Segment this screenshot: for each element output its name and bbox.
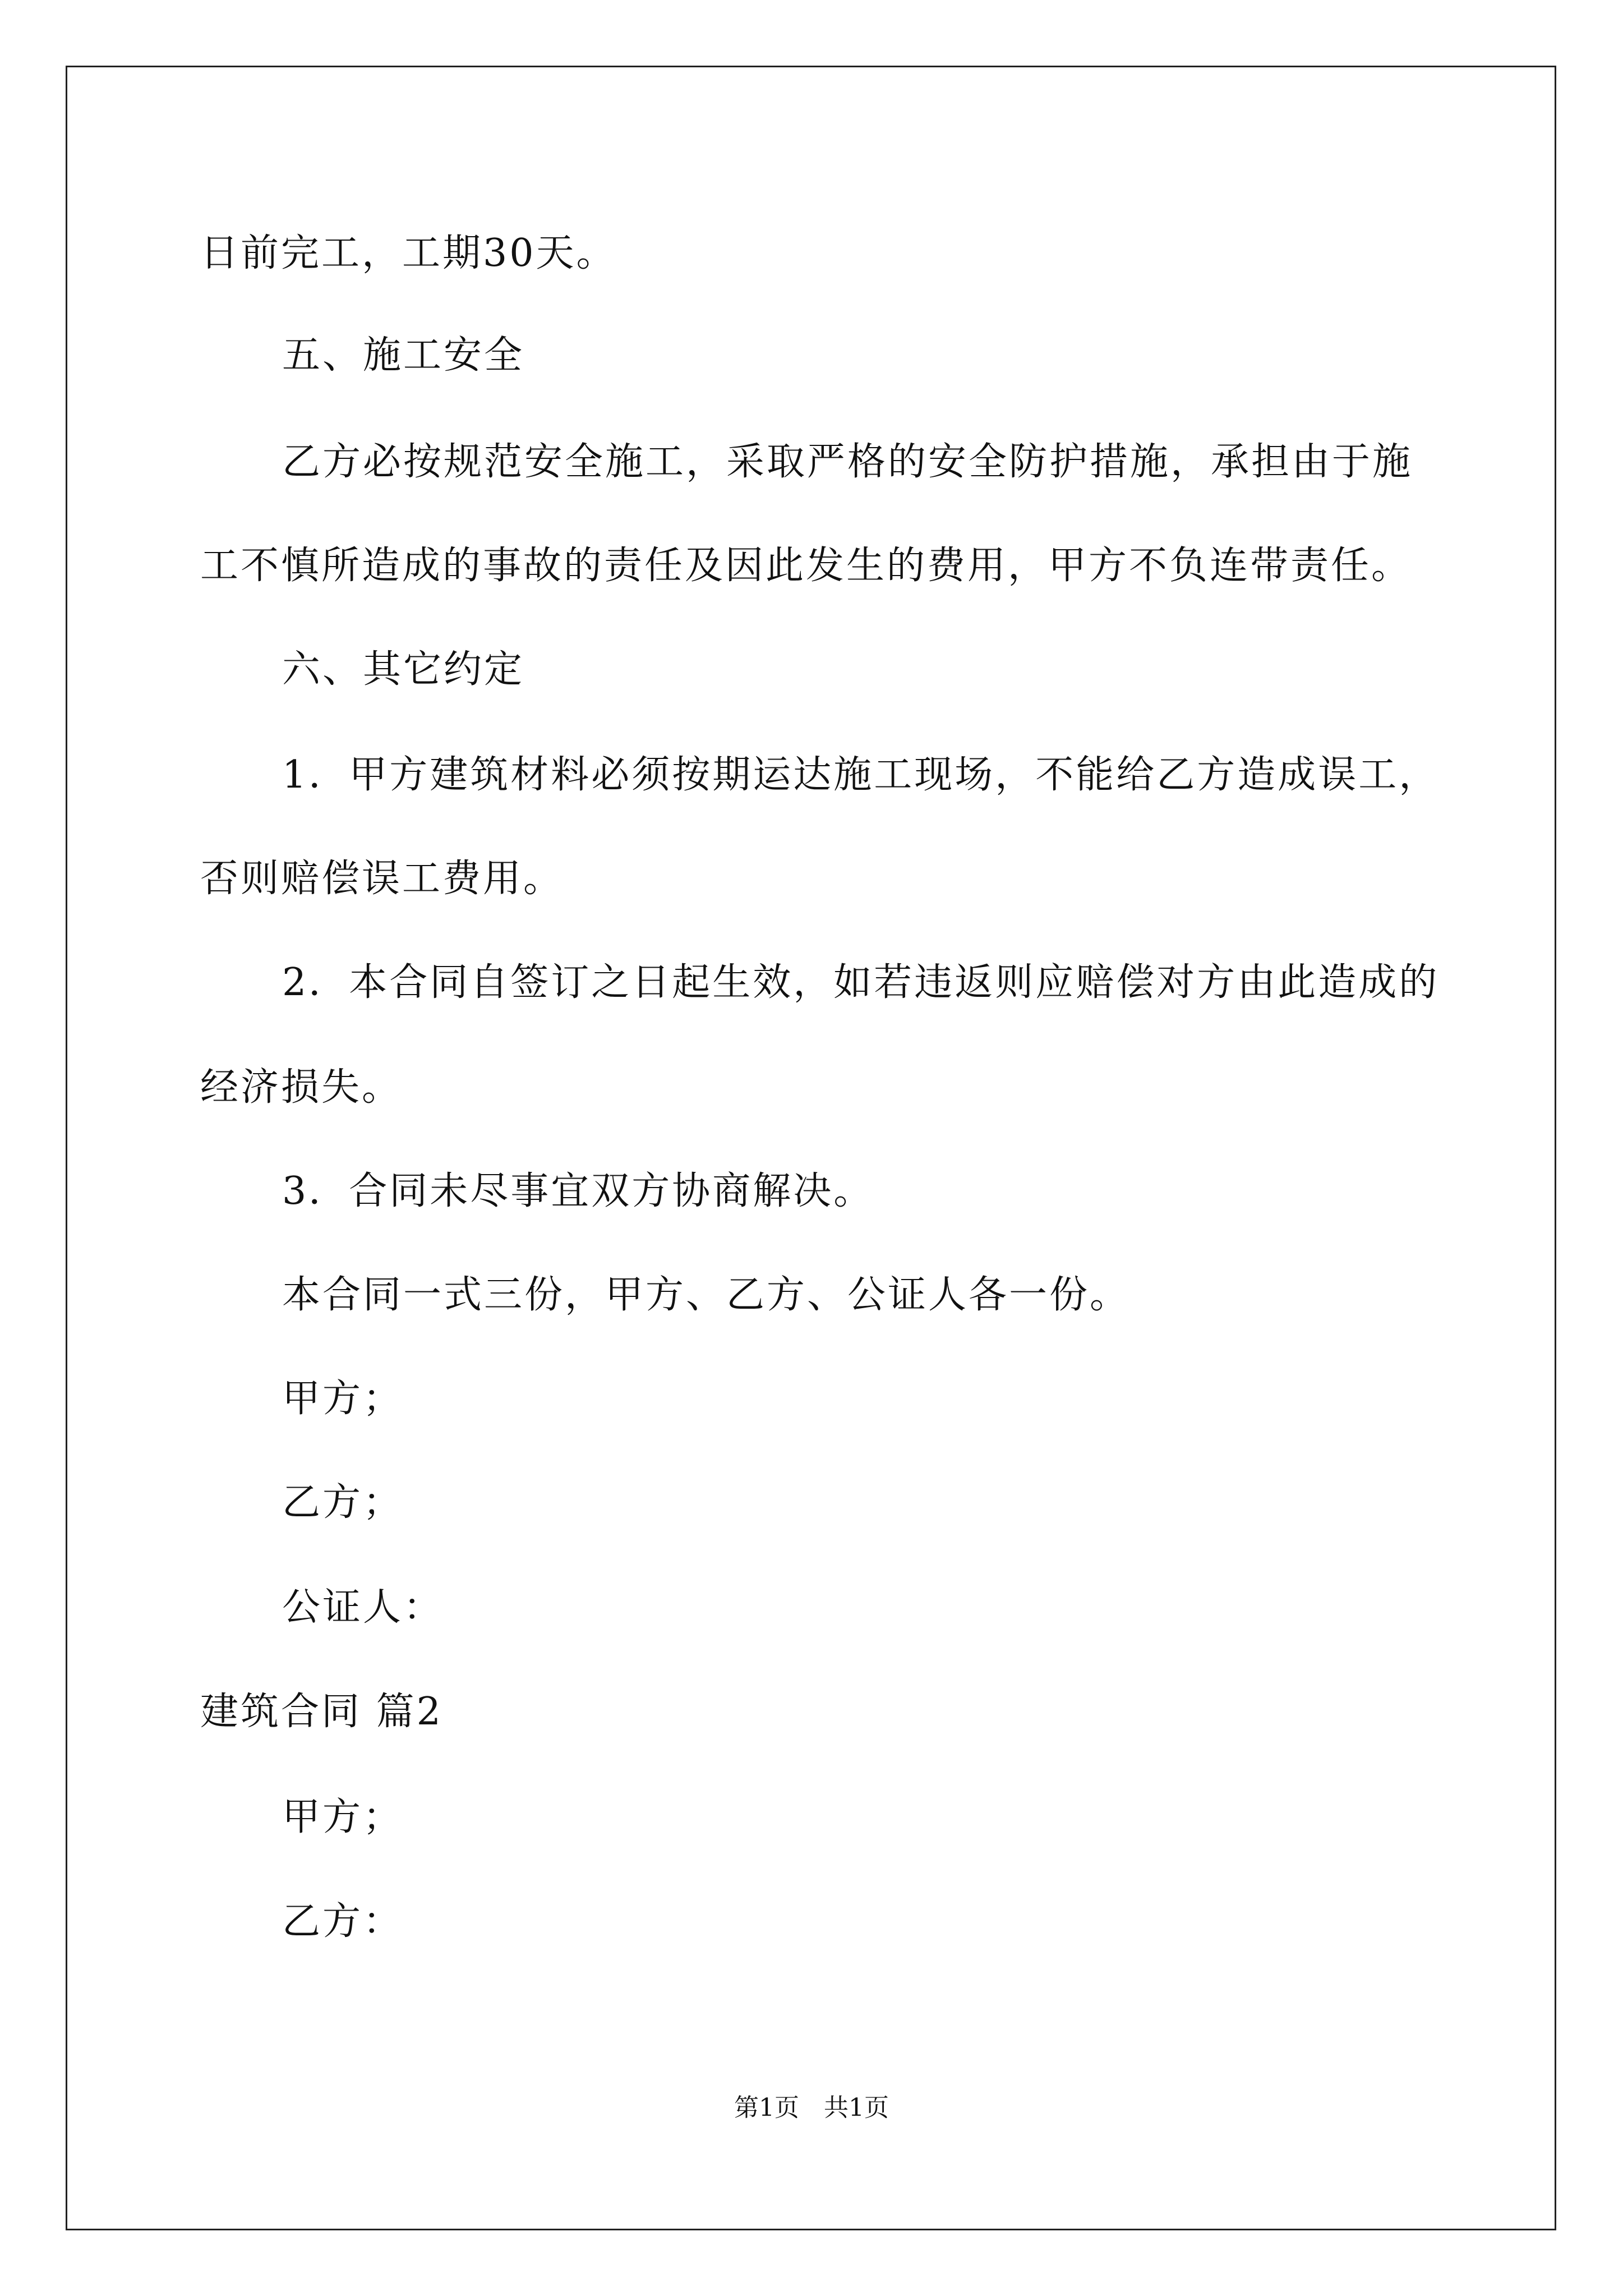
party-b-label: 乙方： [282,1899,404,1944]
page-number-footer: 第1页 共1页 [734,2093,889,2122]
text-line-safety-1: 乙方必按规范安全施工，采取严格的安全防护措施，承担由于施 [282,440,1413,484]
text-line-safety-2: 工不慎所造成的事故的责任及因此发生的费用，甲方不负连带责任。 [200,544,1412,588]
party-a-label: 甲方； [282,1795,404,1839]
text-line-copies: 本合同一式三份，甲方、乙方、公证人各一份。 [282,1273,1131,1317]
text-line-completion-date: 日前完工，工期30天。 [200,231,617,275]
text-line-term-2b: 经济损失。 [200,1065,403,1110]
signature-party-a: 甲方； [282,1377,404,1421]
contract-title-part-2: 建筑合同 篇2 [200,1690,443,1734]
signature-notary: 公证人： [282,1585,444,1630]
text-line-term-1a: 1．甲方建筑材料必须按期运达施工现场，不能给乙方造成误工， [282,753,1440,797]
text-line-term-2a: 2．本合同自签订之日起生效，如若违返则应赔偿对方由此造成的 [282,960,1440,1005]
signature-party-b: 乙方； [282,1480,404,1525]
text-line-term-1b: 否则赔偿误工费用。 [200,857,564,901]
section-heading-other-terms: 六、其它约定 [282,647,525,692]
section-heading-construction-safety: 五、施工安全 [282,333,525,378]
text-line-term-3: 3．合同未尽事宜双方协商解决。 [282,1169,874,1213]
